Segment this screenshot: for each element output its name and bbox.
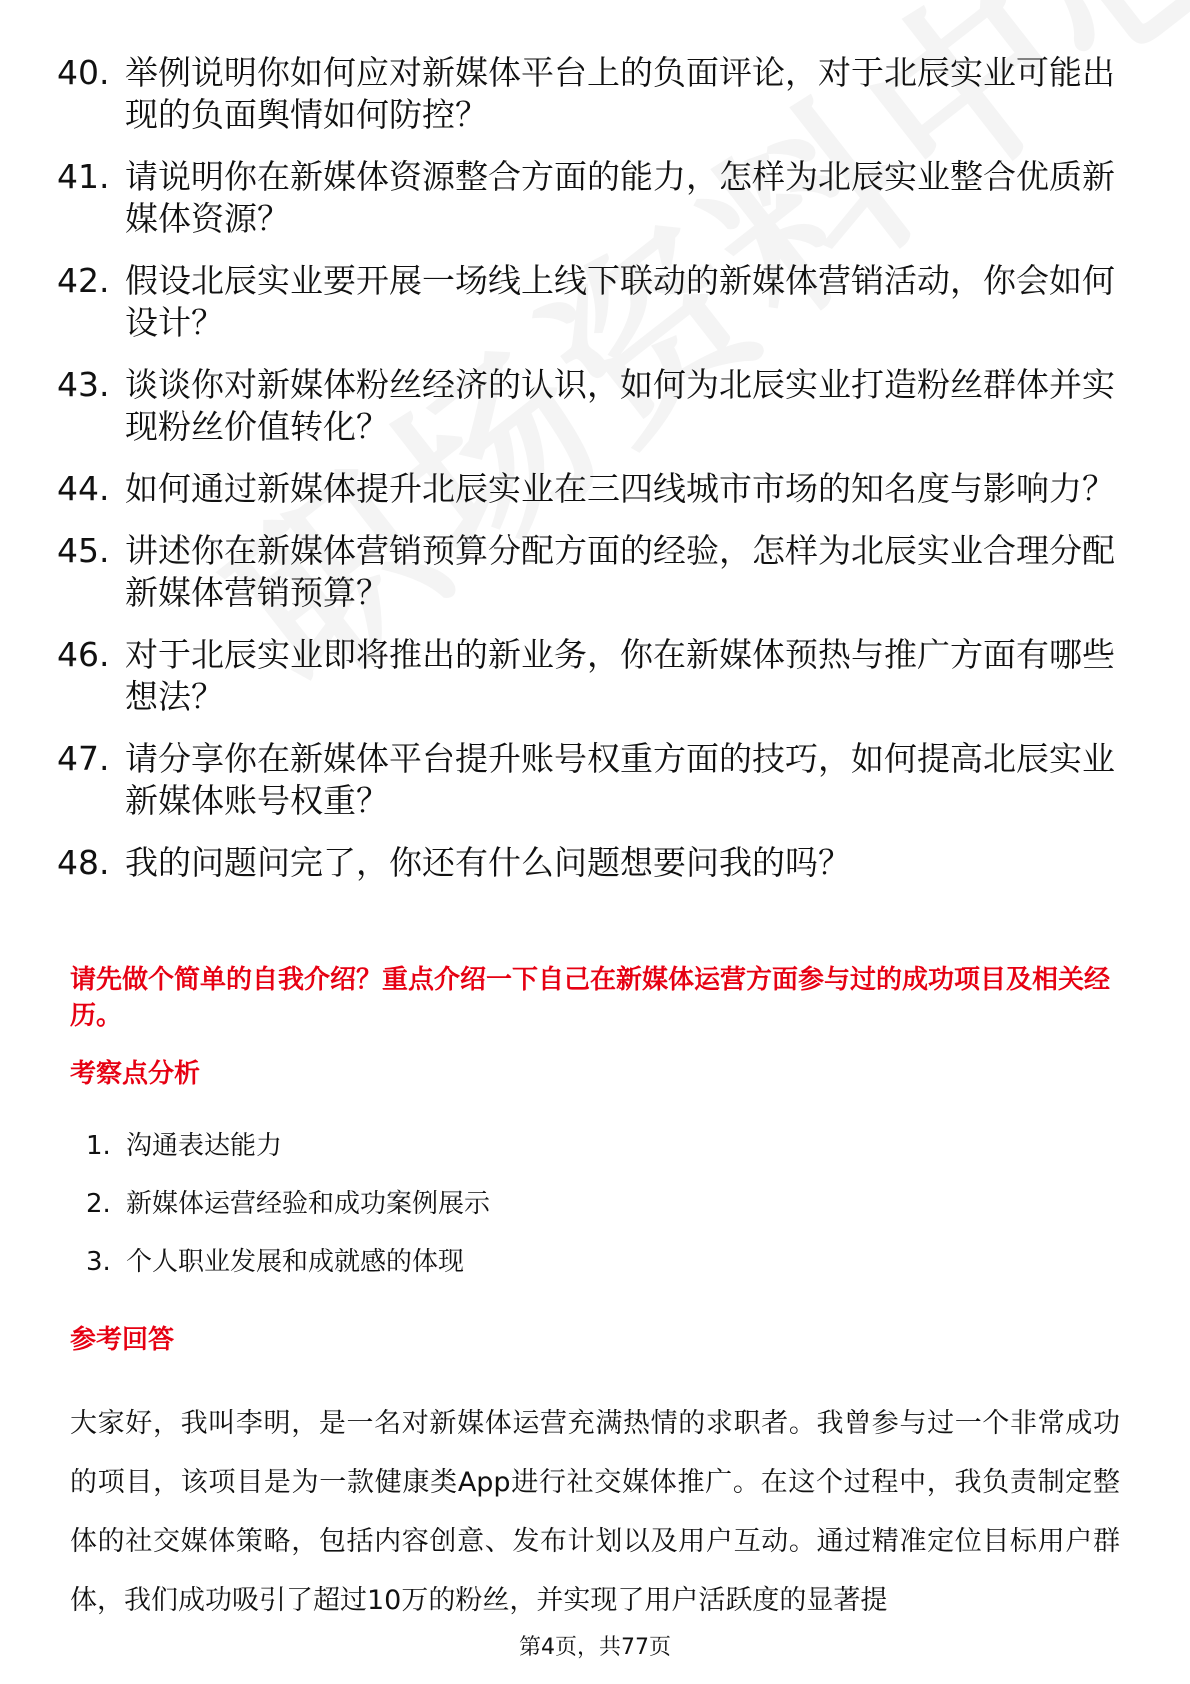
analysis-item [86,1186,490,1244]
question-item [57,156,1117,240]
question-item [57,52,1117,136]
question-text: 如何通过新媒体提升北辰实业在三四线城市市场的知名度与影响力？ [125,469,1115,508]
question-number: 41. [57,157,110,196]
analysis-text: 沟通表达能力 [126,1131,283,1161]
analysis-item [86,1128,490,1186]
question-number: 46. [57,635,110,674]
question-number: 45. [57,531,110,570]
question-item [57,842,1117,884]
question-text: 讲述你在新媒体营销预算分配方面的经验，怎样为北辰实业合理分配新媒体营销预算？ [125,531,1115,612]
question-number: 44. [57,469,110,508]
analysis-item [86,1244,490,1302]
question-number: 42. [57,261,110,300]
question-item [57,260,1117,344]
analysis-text: 新媒体运营经验和成功案例展示 [126,1189,491,1219]
question-number: 40. [57,53,110,92]
question-text: 请说明你在新媒体资源整合方面的能力，怎样为北辰实业整合优质新媒体资源？ [125,157,1115,238]
question-item [57,468,1117,510]
question-number: 47. [57,739,110,778]
analysis-number: 3. [86,1247,111,1277]
section-question-heading: 请先做个简单的自我介绍？重点介绍一下自己在新媒体运营方面参与过的成功项目及相关经历。 [70,965,1111,1031]
question-item [57,530,1117,614]
analysis-text: 个人职业发展和成就感的体现 [126,1247,465,1277]
question-text: 请分享你在新媒体平台提升账号权重方面的技巧，如何提高北辰实业新媒体账号权重？ [125,739,1115,820]
question-text: 谈谈你对新媒体粉丝经济的认识，如何为北辰实业打造粉丝群体并实现粉丝价值转化？ [125,365,1115,446]
question-list [57,52,1117,904]
analysis-list [86,1128,490,1302]
question-number: 43. [57,365,110,404]
question-text: 对于北辰实业即将推出的新业务，你在新媒体预热与推广方面有哪些想法？ [125,635,1115,716]
question-number: 48. [57,843,110,882]
question-text: 我的问题问完了，你还有什么问题想要问我的吗？ [125,843,851,882]
question-text: 举例说明你如何应对新媒体平台上的负面评论，对于北辰实业可能出现的负面舆情如何防控？ [125,53,1115,134]
analysis-title: 考察点分析 [70,1059,201,1089]
question-item [57,364,1117,448]
answer-body: 大家好，我叫李明，是一名对新媒体运营充满热情的求职者。我曾参与过一个非常成功的项目，该项目是为一款健康类App进行社交媒体推广。在这个过程中，我负责制定整体的社交媒体策略，包括内容创意、发布计划以及用户互动。通过精准定位目标用户群体，我们成功吸引了超过10万的粉丝，并实现了用户活跃度的显著提 [70,1408,1120,1616]
question-item [57,634,1117,718]
question-item [57,738,1117,822]
analysis-number: 2. [86,1189,111,1219]
analysis-number: 1. [86,1131,111,1161]
answer-title: 参考回答 [70,1325,175,1355]
page-footer: 第4页，共77页 [519,1635,671,1660]
question-text: 假设北辰实业要开展一场线上线下联动的新媒体营销活动，你会如何设计？ [125,261,1115,342]
